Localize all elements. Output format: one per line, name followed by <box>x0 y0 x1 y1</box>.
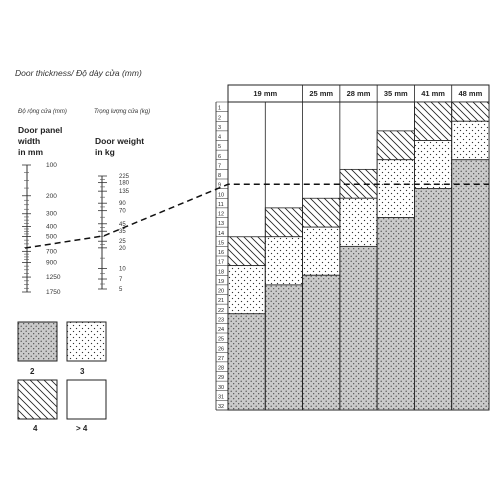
band-sparse <box>303 227 340 275</box>
row-number: 17 <box>218 259 225 266</box>
width-scale-label-vi: Độ rộng cửa (mm) <box>18 109 67 115</box>
width-tick-label: 1250 <box>46 274 61 282</box>
weight-tick-label: 20 <box>119 245 126 252</box>
row-number: 5 <box>218 144 222 151</box>
column-header-label: 41 mm <box>421 89 445 98</box>
band-dense <box>452 160 489 410</box>
weight-tick-label: 225 <box>119 174 130 180</box>
row-number: 31 <box>218 394 225 401</box>
weight-tick-label: 180 <box>119 180 130 187</box>
band-hatch <box>303 198 340 227</box>
legend-label-3: 3 <box>80 367 85 376</box>
row-number: 26 <box>218 346 225 353</box>
row-number: 11 <box>218 201 224 208</box>
width-tick-label: 900 <box>46 259 57 267</box>
band-sparse <box>452 121 489 160</box>
band-dense <box>265 285 302 410</box>
width-tick-label: 200 <box>46 192 57 200</box>
legend-swatch-dense <box>18 322 57 361</box>
row-number: 29 <box>218 375 225 382</box>
column-header-label: 28 mm <box>346 89 371 98</box>
width-scale-heading: Door panel width in mm <box>18 125 63 157</box>
row-number: 10 <box>218 192 225 199</box>
legend-swatch-hatch <box>18 380 57 419</box>
row-number: 18 <box>218 269 225 276</box>
row-number: 4 <box>218 134 222 141</box>
weight-tick-label: 135 <box>119 189 130 196</box>
row-number: 16 <box>218 250 225 256</box>
width-tick-label: 1750 <box>46 289 61 296</box>
band-hatch <box>377 131 414 160</box>
band-sparse <box>265 237 302 285</box>
band-sparse <box>228 266 265 314</box>
row-number: 27 <box>218 355 225 362</box>
weight-tick-label: 45 <box>119 221 126 228</box>
band-dense <box>340 246 377 410</box>
weight-tick-label: 7 <box>119 277 123 284</box>
weight-tick-label: 70 <box>119 208 126 215</box>
band-dense <box>303 275 340 410</box>
weight-tick-label: 35 <box>119 229 126 236</box>
band-sparse <box>377 160 414 218</box>
band-sparse <box>414 141 451 189</box>
thickness-table <box>216 85 489 410</box>
band-dense <box>377 218 414 411</box>
row-number: 9 <box>218 182 222 189</box>
legend-swatch-sparse <box>67 322 106 361</box>
scales <box>18 162 130 419</box>
row-number: 7 <box>218 163 222 170</box>
row-number: 14 <box>218 230 225 237</box>
legend-label-2: 2 <box>30 367 35 376</box>
row-number: 1 <box>218 105 222 112</box>
row-number: 32 <box>218 404 225 410</box>
row-number: 12 <box>218 211 225 218</box>
row-number: 25 <box>218 336 225 343</box>
weight-tick-label: 25 <box>119 239 126 246</box>
legend-label-gt4: > 4 <box>76 424 88 433</box>
row-number: 2 <box>218 115 222 122</box>
band-dense <box>228 314 265 410</box>
band-hatch <box>228 237 265 266</box>
width-tick-label: 300 <box>46 210 57 218</box>
band-hatch <box>265 208 302 237</box>
row-number: 3 <box>218 124 222 131</box>
row-number: 23 <box>218 317 225 324</box>
width-tick-label: 100 <box>46 162 57 169</box>
weight-tick-label: 10 <box>119 266 126 273</box>
column-header-label: 35 mm <box>383 89 408 98</box>
row-number: 30 <box>218 384 225 391</box>
band-hatch <box>414 102 451 141</box>
legend-label-4: 4 <box>33 424 38 433</box>
row-number: 24 <box>218 327 225 333</box>
band-dense <box>414 189 451 410</box>
weight-scale-label-vi: Trọng lượng cửa (kg) <box>94 109 151 115</box>
band-sparse <box>340 198 377 246</box>
band-hatch <box>452 102 489 121</box>
weight-tick-label: 5 <box>119 287 123 293</box>
weight-tick-label: 90 <box>119 201 126 208</box>
column-header-label: 25 mm <box>309 89 334 98</box>
row-number: 21 <box>218 298 225 305</box>
row-number: 13 <box>218 221 225 228</box>
row-number: 22 <box>218 307 225 314</box>
diagram-title: Door thickness/ Độ dày cửa (mm) <box>15 68 142 78</box>
column-header-label: 48 mm <box>458 89 483 98</box>
column-header-label: 19 mm <box>253 89 278 98</box>
width-tick-label: 400 <box>46 223 57 231</box>
row-number: 8 <box>218 173 222 179</box>
row-number: 19 <box>218 278 225 285</box>
weight-scale-heading: Door weight in kg <box>95 136 145 157</box>
row-number: 20 <box>218 288 225 295</box>
row-number: 6 <box>218 153 222 160</box>
legend-swatch-blank <box>67 380 106 419</box>
width-tick-label: 500 <box>46 233 57 241</box>
row-number: 15 <box>218 240 225 247</box>
width-tick-label: 700 <box>46 248 57 256</box>
row-number: 28 <box>218 365 225 372</box>
